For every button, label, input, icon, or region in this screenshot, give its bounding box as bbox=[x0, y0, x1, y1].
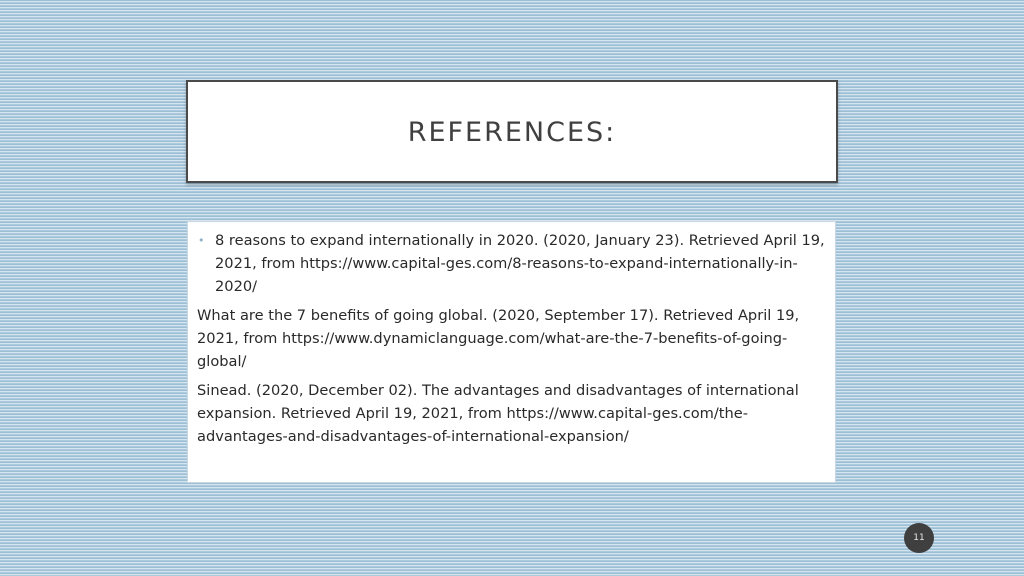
reference-item bbox=[197, 379, 825, 448]
reference-text: 8 reasons to expand internationally in 2020. (2020, January 23). Retrieved April 19, 2021, from https://www.capital-ges.com/8-reasons-to-expand-internationally-in-2020/ bbox=[215, 232, 825, 295]
references-box bbox=[187, 221, 836, 483]
reference-text: Sinead. (2020, December 02). The advantages and disadvantages of international expansion. Retrieved April 19, 2021, from https://www.capital-ges.com/the-advantages-and-disadvantages-of-international-expansion/ bbox=[197, 382, 799, 445]
page-number-badge: 11 bbox=[904, 523, 934, 553]
bullet-icon: • bbox=[198, 234, 205, 247]
reference-item bbox=[197, 229, 825, 298]
reference-text: What are the 7 benefits of going global. (2020, September 17). Retrieved April 19, 2021, from https://www.dynamiclanguage.com/what-are-the-7-benefits-of-going-global/ bbox=[197, 307, 800, 370]
reference-item bbox=[197, 304, 825, 373]
title-box bbox=[186, 80, 838, 183]
slide-title: REFERENCES: bbox=[407, 117, 617, 148]
